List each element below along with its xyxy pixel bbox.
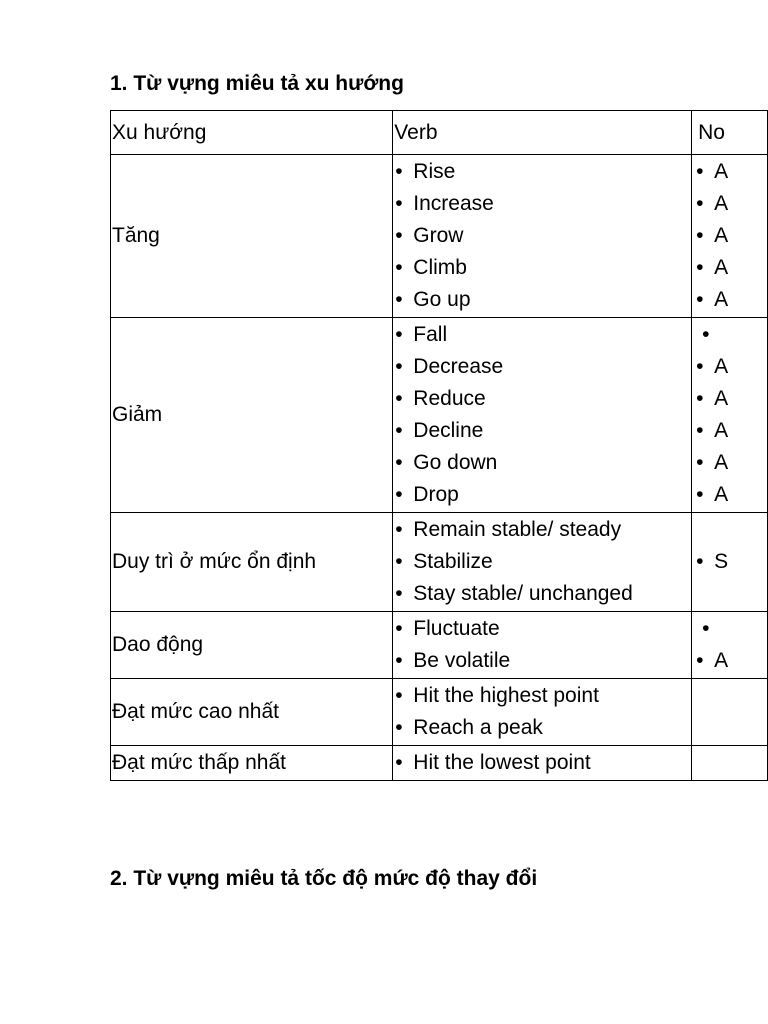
bullet-icon: • [395,617,403,640]
verb-list-item [395,156,691,188]
bullet-icon: • [702,617,710,640]
trend-cell: Đạt mức cao nhất [111,679,393,746]
verb-text: Fluctuate [413,617,500,640]
noun-list-item [696,351,767,383]
noun-cell [692,612,768,679]
verb-list-item [395,514,691,546]
bullet-icon: • [395,483,403,506]
verb-text: Fall [413,323,448,346]
bullet-icon: • [696,288,704,311]
table-row [111,612,768,679]
verb-list [393,746,691,780]
noun-list-item [696,645,767,677]
noun-cell [692,513,768,612]
verb-text: Reduce [413,387,486,410]
verb-list-item [395,383,691,415]
bullet-icon: • [696,256,704,279]
verb-text: Reach a peak [413,716,543,739]
verb-list [393,612,691,678]
bullet-icon: • [395,224,403,247]
noun-text: A [714,419,729,442]
bullet-icon: • [395,323,403,346]
noun-list-item [696,546,767,578]
noun-list-item [696,319,767,351]
noun-cell [692,746,768,781]
noun-list [694,612,767,678]
verb-text: Drop [413,483,459,506]
verb-text: Stay stable/ unchanged [413,582,633,605]
verb-list-item [395,252,691,284]
noun-cell [692,679,768,746]
section-2-heading: 2. Từ vựng miêu tả tốc độ mức độ thay đổi [110,867,538,890]
bullet-icon: • [696,355,704,378]
bullet-icon: • [395,550,403,573]
table-header-row [111,111,768,155]
verb-list-item [395,645,691,677]
verb-text: Climb [413,256,467,279]
noun-list-item [696,220,767,252]
noun-list-item [696,383,767,415]
verb-list-item [395,319,691,351]
verb-list-item [395,220,691,252]
noun-list [694,155,767,317]
verb-list-item [395,613,691,645]
verb-text: Hit the highest point [413,684,599,707]
verb-cell [393,746,692,781]
verb-text: Decline [413,419,484,442]
verb-list [393,318,691,512]
bullet-icon: • [702,323,710,346]
trend-vocabulary-table [110,110,768,781]
noun-text: A [714,256,729,279]
noun-list-item [696,188,767,220]
verb-list-item [395,546,691,578]
bullet-icon: • [696,160,704,183]
bullet-icon: • [395,451,403,474]
noun-list-item [696,156,767,188]
bullet-icon: • [395,582,403,605]
verb-list-item [395,578,691,610]
bullet-icon: • [696,387,704,410]
verb-text: Grow [413,224,464,247]
noun-list-item [696,479,767,511]
bullet-icon: • [395,419,403,442]
verb-text: Decrease [413,355,504,378]
noun-cell [692,155,768,318]
verb-list [393,513,691,611]
bullet-icon: • [696,451,704,474]
verb-list-item [395,712,691,744]
verb-text: Go up [413,288,471,311]
noun-text: A [714,387,729,410]
bullet-icon: • [395,387,403,410]
noun-text: A [714,483,729,506]
bullet-icon: • [696,649,704,672]
verb-list-item [395,447,691,479]
noun-text: A [714,288,729,311]
table-row [111,513,768,612]
bullet-icon: • [696,419,704,442]
table-row [111,155,768,318]
noun-list-item [696,613,767,645]
verb-cell [393,679,692,746]
bullet-icon: • [696,483,704,506]
bullet-icon: • [395,518,403,541]
noun-list-item [696,447,767,479]
noun-list [694,318,767,512]
trend-cell: Đạt mức thấp nhất [111,746,393,781]
trend-cell: Duy trì ở mức ổn định [111,513,393,612]
trend-cell: Dao động [111,612,393,679]
verb-list-item [395,415,691,447]
verb-list-item [395,479,691,511]
verb-list-item [395,747,691,779]
bullet-icon: • [696,192,704,215]
bullet-icon: • [395,160,403,183]
noun-text: A [714,355,729,378]
bullet-icon: • [696,550,704,573]
verb-cell [393,155,692,318]
verb-list [393,679,691,745]
verb-text: Be volatile [413,649,511,672]
header-noun: No [692,111,768,155]
verb-text: Hit the lowest point [413,751,591,774]
trend-cell: Giảm [111,318,393,513]
verb-cell [393,513,692,612]
noun-text: A [714,649,729,672]
section-1-heading: 1. Từ vựng miêu tả xu hướng [110,72,404,95]
noun-cell [692,318,768,513]
verb-text: Stabilize [413,550,493,573]
verb-list [393,155,691,317]
table-row [111,746,768,781]
verb-cell [393,612,692,679]
verb-list-item [395,284,691,316]
bullet-icon: • [395,751,403,774]
noun-text: A [714,451,729,474]
verb-list-item [395,351,691,383]
bullet-icon: • [395,684,403,707]
trend-cell: Tăng [111,155,393,318]
header-trend: Xu hướng [111,111,393,155]
noun-text: A [714,160,729,183]
bullet-icon: • [395,355,403,378]
noun-text: A [714,224,729,247]
table-row [111,318,768,513]
noun-list [694,545,767,579]
bullet-icon: • [696,224,704,247]
verb-text: Increase [413,192,494,215]
noun-list-item [696,252,767,284]
verb-text: Rise [413,160,456,183]
noun-text: A [714,192,729,215]
bullet-icon: • [395,256,403,279]
verb-list-item [395,680,691,712]
verb-text: Go down [413,451,498,474]
verb-list-item [395,188,691,220]
bullet-icon: • [395,716,403,739]
header-verb: Verb [393,111,692,155]
noun-list-item [696,415,767,447]
verb-cell [393,318,692,513]
bullet-icon: • [395,649,403,672]
noun-text: S [714,550,729,573]
bullet-icon: • [395,192,403,215]
noun-list-item [696,284,767,316]
table-row [111,679,768,746]
bullet-icon: • [395,288,403,311]
verb-text: Remain stable/ steady [413,518,622,541]
